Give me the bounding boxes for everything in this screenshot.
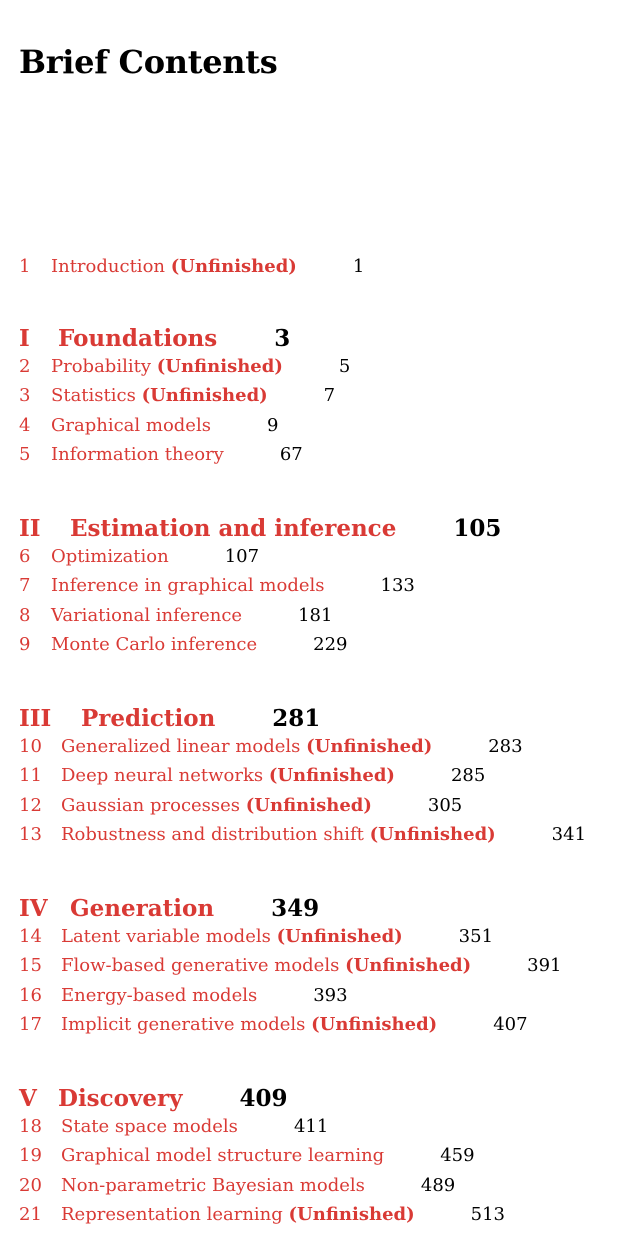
chapter-number: 4 — [19, 415, 31, 436]
chapter-link[interactable] — [19, 1145, 384, 1166]
page-number: 351 — [458, 926, 494, 947]
part-number: III — [19, 705, 52, 732]
chapter-title: Introduction — [51, 256, 165, 277]
unfinished-tag: (Unfinished) — [156, 356, 283, 377]
part-title: Discovery — [58, 1085, 183, 1112]
page-number: 459 — [440, 1145, 475, 1166]
chapter-title: Gaussian processes — [61, 795, 241, 816]
page-number: 411 — [293, 1116, 329, 1137]
chapter-title: Deep neural networks — [61, 765, 264, 786]
page-number: 229 — [313, 634, 348, 655]
page-number: 133 — [380, 575, 415, 596]
unfinished-tag: (Unfinished) — [288, 1204, 415, 1225]
chapter-number: 19 — [19, 1145, 42, 1166]
chapter-link[interactable] — [19, 765, 395, 786]
page-number: 349 — [271, 895, 320, 922]
chapter-title: Flow-based generative models — [61, 955, 340, 976]
chapter-link[interactable] — [19, 736, 432, 757]
chapter-number: 20 — [19, 1175, 42, 1196]
chapter-title: Non-parametric Bayesian models — [61, 1175, 365, 1196]
chapter-number: 16 — [19, 985, 42, 1006]
chapter-link[interactable] — [19, 634, 257, 655]
part-link[interactable] — [19, 705, 215, 732]
unfinished-tag: (Unfinished) — [369, 824, 496, 845]
chapter-number: 7 — [19, 575, 31, 596]
chapter-number: 8 — [19, 605, 31, 626]
part-link[interactable] — [19, 325, 217, 352]
chapter-title: Probability — [51, 356, 152, 377]
toc-chapter-8 — [19, 604, 332, 628]
page-number: 105 — [453, 515, 502, 542]
chapter-link[interactable] — [19, 926, 403, 947]
chapter-title: Energy-based models — [61, 985, 258, 1006]
toc-part-ii — [19, 514, 501, 544]
page-number: 107 — [224, 546, 260, 567]
chapter-link[interactable] — [19, 985, 257, 1006]
chapter-title: Latent variable models — [61, 926, 271, 947]
toc-chapter-17 — [19, 1013, 528, 1037]
chapter-link[interactable] — [19, 955, 471, 976]
chapter-title: Implicit generative models — [61, 1014, 306, 1035]
toc-chapter-11 — [19, 764, 485, 788]
unfinished-tag: (Unfinished) — [170, 256, 297, 277]
part-link[interactable] — [19, 1085, 182, 1112]
unfinished-tag: (Unfinished) — [345, 955, 472, 976]
chapter-number: 18 — [19, 1116, 42, 1137]
unfinished-tag: (Unfinished) — [245, 795, 372, 816]
page-number: 3 — [274, 325, 291, 352]
page-number: 391 — [527, 955, 562, 976]
unfinished-tag: (Unfinished) — [311, 1014, 438, 1035]
chapter-title: Statistics — [51, 385, 136, 406]
part-title: Estimation and inference — [70, 515, 397, 542]
page-number: 283 — [488, 736, 523, 757]
chapter-link[interactable] — [19, 356, 283, 377]
toc-chapter-7 — [19, 574, 415, 598]
chapter-link[interactable] — [19, 256, 297, 277]
page-title: Brief Contents — [19, 43, 278, 81]
part-link[interactable] — [19, 895, 214, 922]
chapter-link[interactable] — [19, 1204, 415, 1225]
page-number: 281 — [272, 705, 321, 732]
chapter-link[interactable] — [19, 385, 268, 406]
page-number: 341 — [551, 824, 587, 845]
toc-chapter-2 — [19, 355, 350, 379]
chapter-title: Information theory — [51, 444, 224, 465]
toc-chapter-12 — [19, 794, 462, 818]
chapter-title: Robustness and distribution shift — [61, 824, 364, 845]
page-number: 5 — [338, 356, 351, 377]
chapter-title: Variational inference — [51, 605, 243, 626]
page-number: 489 — [420, 1175, 456, 1196]
toc-part-iv — [19, 894, 319, 924]
page-number: 1 — [352, 256, 365, 277]
chapter-number: 12 — [19, 795, 42, 816]
toc-chapter-1 — [19, 255, 364, 279]
chapter-title: Graphical model structure learning — [61, 1145, 385, 1166]
chapter-link[interactable] — [19, 1116, 238, 1137]
toc-chapter-4 — [19, 414, 278, 438]
page-number: 7 — [323, 385, 336, 406]
toc-chapter-16 — [19, 984, 348, 1008]
toc-chapter-19 — [19, 1144, 475, 1168]
toc-part-iii — [19, 704, 320, 734]
unfinished-tag: (Unfinished) — [276, 926, 403, 947]
toc-chapter-3 — [19, 384, 335, 408]
chapter-title: Optimization — [51, 546, 169, 567]
toc-chapter-10 — [19, 735, 523, 759]
part-number: IV — [19, 895, 48, 922]
chapter-title: Representation learning — [61, 1204, 283, 1225]
page-number: 409 — [239, 1085, 288, 1112]
chapter-link[interactable] — [19, 546, 169, 567]
toc-chapter-9 — [19, 633, 348, 657]
page-number: 285 — [450, 765, 486, 786]
part-number: II — [19, 515, 41, 542]
chapter-number: 6 — [19, 546, 31, 567]
part-title: Prediction — [81, 705, 216, 732]
chapter-link[interactable] — [19, 824, 496, 845]
chapter-number: 1 — [19, 256, 31, 277]
chapter-title: State space models — [61, 1116, 238, 1137]
unfinished-tag: (Unfinished) — [141, 385, 268, 406]
toc-chapter-21 — [19, 1203, 505, 1227]
page-number: 305 — [427, 795, 463, 816]
chapter-link[interactable] — [19, 1014, 437, 1035]
part-title: Generation — [70, 895, 215, 922]
toc-chapter-18 — [19, 1115, 328, 1139]
unfinished-tag: (Unfinished) — [268, 765, 395, 786]
unfinished-tag: (Unfinished) — [306, 736, 433, 757]
chapter-number: 21 — [19, 1204, 42, 1225]
part-link[interactable] — [19, 515, 396, 542]
toc-part-i — [19, 324, 290, 354]
chapter-title: Graphical models — [51, 415, 211, 436]
chapter-number: 2 — [19, 356, 31, 377]
page-number: 181 — [298, 605, 333, 626]
toc-chapter-13 — [19, 823, 586, 847]
toc-chapter-15 — [19, 954, 562, 978]
chapter-number: 3 — [19, 385, 31, 406]
chapter-title: Generalized linear models — [61, 736, 301, 757]
toc-chapter-20 — [19, 1174, 455, 1198]
chapter-number: 10 — [19, 736, 42, 757]
chapter-link[interactable] — [19, 795, 372, 816]
chapter-link[interactable] — [19, 1175, 365, 1196]
chapter-number: 11 — [19, 765, 42, 786]
toc-chapter-5 — [19, 443, 303, 467]
page-number: 393 — [313, 985, 348, 1006]
toc-chapter-14 — [19, 925, 493, 949]
part-number: I — [19, 325, 30, 352]
page-number: 513 — [470, 1204, 505, 1225]
chapter-number: 14 — [19, 926, 42, 947]
page-number: 9 — [266, 415, 279, 436]
chapter-number: 13 — [19, 824, 42, 845]
chapter-link[interactable] — [19, 575, 325, 596]
chapter-title: Inference in graphical models — [51, 575, 325, 596]
part-title: Foundations — [58, 325, 218, 352]
chapter-number: 9 — [19, 634, 31, 655]
page-number: 407 — [493, 1014, 528, 1035]
chapter-number: 17 — [19, 1014, 42, 1035]
chapter-title: Monte Carlo inference — [51, 634, 258, 655]
page-number: 67 — [279, 444, 303, 465]
toc-chapter-6 — [19, 545, 259, 569]
part-number: V — [19, 1085, 37, 1112]
chapter-link[interactable] — [19, 415, 211, 436]
toc-part-v — [19, 1084, 287, 1114]
chapter-number: 5 — [19, 444, 31, 465]
chapter-number: 15 — [19, 955, 42, 976]
chapter-link[interactable] — [19, 605, 242, 626]
chapter-link[interactable] — [19, 444, 224, 465]
